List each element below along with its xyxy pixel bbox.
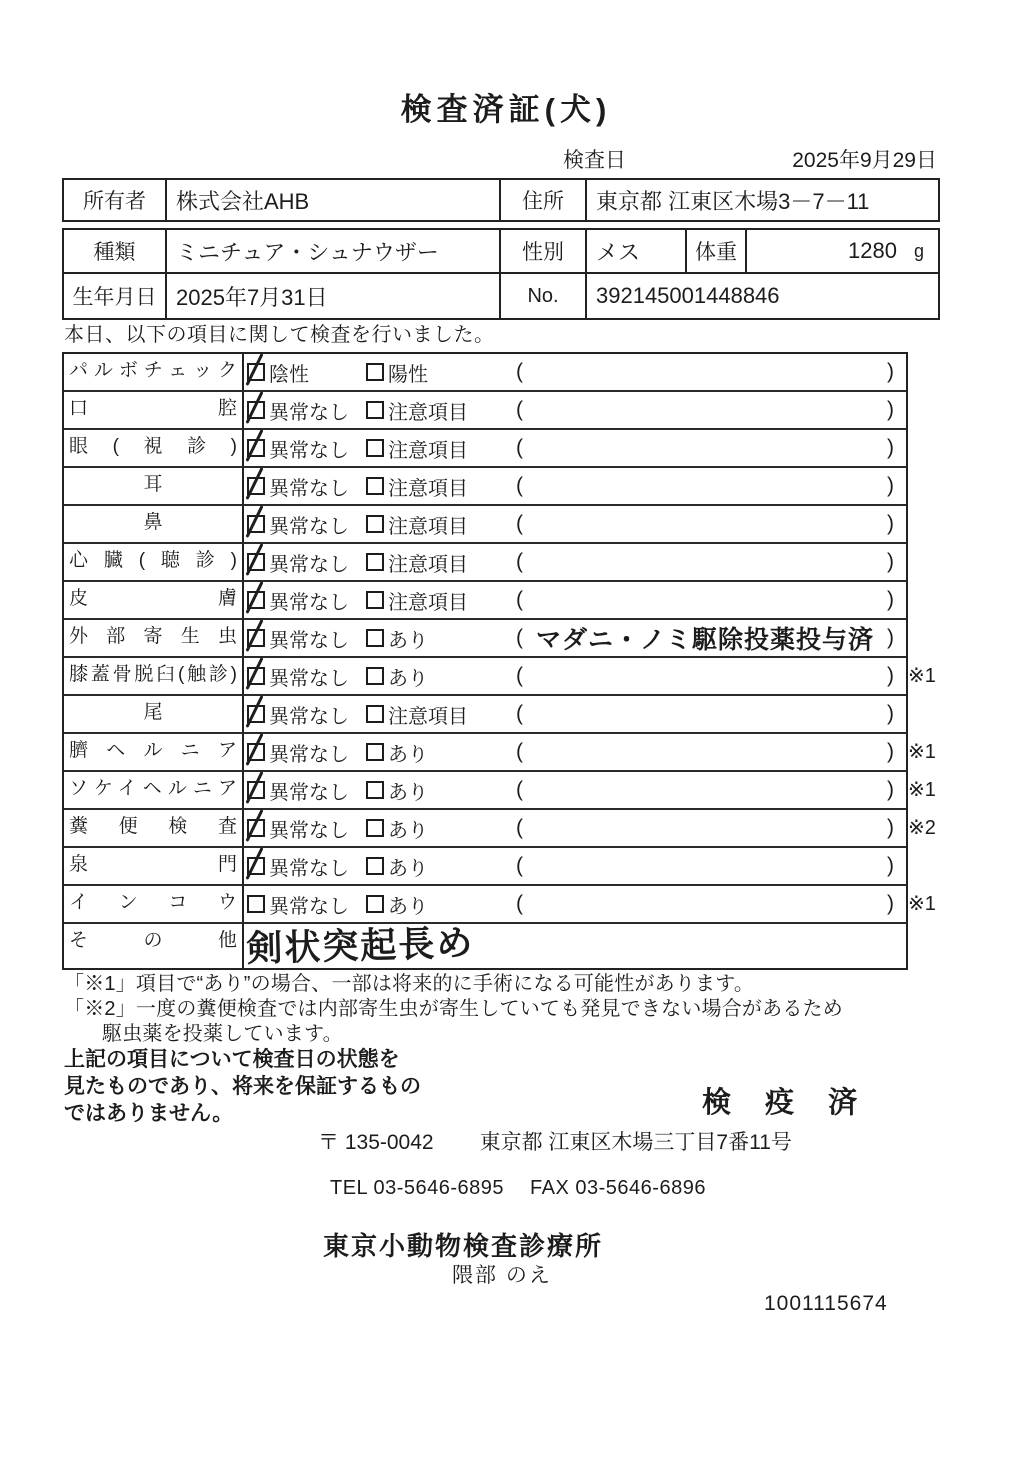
result-ok-label: 異常なし (269, 439, 349, 462)
result-ok-option (247, 890, 366, 919)
result-ok-label: 陰性 (269, 363, 309, 386)
disclaimer-line1: 上記の項目について検査日の状態を (64, 1048, 400, 1071)
serial-number: 1001115674 (764, 1292, 888, 1315)
paren-open: ( (516, 588, 523, 611)
remark-area (516, 474, 906, 498)
item-result (244, 544, 906, 580)
remark-area (516, 816, 906, 840)
item-result (244, 772, 906, 808)
result-ng-label: 注意項目 (388, 477, 468, 500)
result-ng-label: 注意項目 (388, 553, 468, 576)
result-ng-option (366, 510, 516, 539)
clinic-name: 東京小動物検査診療所 (323, 1231, 604, 1261)
checkbox-ng (366, 781, 384, 799)
checkbox-ng (366, 857, 384, 875)
weight-label: 体重 (687, 230, 747, 272)
remark-text: マダニ・ノミ駆除投薬投与済 (535, 626, 874, 654)
paren-open: ( (516, 550, 523, 573)
paren-close: ) (887, 892, 894, 915)
paren-close: ) (887, 702, 894, 725)
inspection-row-inguinal-hernia (64, 772, 936, 810)
item-label: 皮膚 (64, 582, 244, 618)
footnote-2-line1: 「※2」一度の糞便検査では内部寄生虫が寄生していても発見できない場合があるため (64, 998, 843, 1020)
checkbox-ok (247, 781, 265, 799)
result-ok-option (247, 472, 366, 501)
paren-open: ( (516, 892, 523, 915)
item-label: 尾 (64, 696, 244, 732)
checkbox-ok (247, 667, 265, 685)
inspection-row-other (64, 924, 906, 968)
paren-open: ( (516, 816, 523, 839)
inspection-row-mouth (64, 392, 906, 430)
sex-value: メス (587, 230, 687, 272)
item-label: 耳 (64, 468, 244, 504)
result-ng-label: あり (388, 781, 428, 804)
result-ok-option (247, 434, 366, 463)
pet-row-breed (64, 230, 938, 274)
paren-open: ( (516, 778, 523, 801)
remark-area (516, 854, 906, 878)
result-ok-label: 異常なし (269, 629, 349, 652)
result-ng-label: 注意項目 (388, 401, 468, 424)
exam-date-label: 検査日 (563, 149, 626, 172)
result-ng-option (366, 700, 516, 729)
page-title: 検査済証(犬) (400, 92, 612, 127)
remark-area (516, 588, 906, 612)
result-ok-label: 異常なし (269, 515, 349, 538)
checkbox-ng (366, 667, 384, 685)
result-ng-label: あり (388, 743, 428, 766)
checkbox-ng (366, 591, 384, 609)
clinic-contact-row (330, 1177, 706, 1200)
clinic-tel: TEL 03-5646-6895 (330, 1177, 505, 1199)
paren-close: ) (887, 664, 894, 687)
clinic-address-row (318, 1126, 792, 1156)
checkbox-ng (366, 819, 384, 837)
inspection-row-cryptorchidism (64, 886, 936, 924)
weight-value: 1280 (848, 238, 897, 263)
result-ng-option (366, 624, 516, 653)
result-ok-option (247, 662, 366, 691)
result-ok-label: 異常なし (269, 591, 349, 614)
result-ng-option (366, 776, 516, 805)
clinic-address: 東京都 江東区木場三丁目7番11号 (479, 1131, 792, 1154)
paren-open: ( (516, 664, 523, 687)
pet-info-table (62, 228, 940, 320)
owner-address-label: 住所 (501, 180, 587, 220)
result-ok-label: 異常なし (269, 401, 349, 424)
item-label: パルボチェック (64, 354, 244, 390)
breed-value: ミニチュア・シュナウザー (167, 230, 501, 272)
inspection-row-parvo (64, 354, 906, 392)
paren-open: ( (516, 398, 523, 421)
checkbox-ng (366, 439, 384, 457)
result-ok-label: 異常なし (269, 553, 349, 576)
paren-close: ) (887, 816, 894, 839)
result-ng-option (366, 586, 516, 615)
item-label: 膝蓋骨脱臼(触診) (64, 658, 244, 694)
paren-close: ) (887, 512, 894, 535)
result-ng-option (366, 662, 516, 691)
owner-address-value: 東京都 江東区木場3－7－11 (596, 188, 870, 214)
result-ng-option (366, 548, 516, 577)
remark-area (516, 620, 906, 656)
item-label: インコウ (64, 886, 244, 922)
footnote-mark: ※1 (908, 893, 936, 915)
item-result (244, 392, 906, 428)
checkbox-ng (366, 629, 384, 647)
weight-value-cell (747, 230, 938, 272)
result-ng-label: 注意項目 (388, 591, 468, 614)
remark-area (516, 436, 906, 460)
checkbox-ng (366, 401, 384, 419)
owner-table (62, 178, 940, 222)
paren-open: ( (516, 626, 523, 649)
inspection-row-skin (64, 582, 906, 620)
item-label: 糞便検査 (64, 810, 244, 846)
result-ng-label: あり (388, 895, 428, 918)
inspection-row-ears (64, 468, 906, 506)
result-ng-label: 注意項目 (388, 705, 468, 728)
item-result (244, 924, 906, 968)
result-ok-option (247, 624, 366, 653)
inspection-row-nose (64, 506, 906, 544)
checkbox-ok (247, 591, 265, 609)
postal-code: 〒 135-0042 (318, 1131, 434, 1154)
remark-area (516, 398, 906, 422)
checkbox-ng (366, 363, 384, 381)
checkbox-ok (247, 477, 265, 495)
footnote-mark: ※1 (908, 665, 936, 687)
paren-close: ) (887, 854, 894, 877)
exam-date-value: 2025年9月29日 (792, 149, 937, 172)
birth-label: 生年月日 (64, 274, 167, 318)
checkbox-ok (247, 401, 265, 419)
inspection-row-ectoparasite (64, 620, 906, 658)
item-label: 口腔 (64, 392, 244, 428)
result-ok-option (247, 852, 366, 881)
result-ng-label: あり (388, 857, 428, 880)
result-ok-option (247, 358, 366, 387)
item-label: その他 (64, 924, 244, 968)
result-ng-label: 注意項目 (388, 515, 468, 538)
paren-open: ( (516, 360, 523, 383)
result-ok-label: 異常なし (269, 667, 349, 690)
remark-area (516, 512, 906, 536)
result-ng-label: あり (388, 667, 428, 690)
no-value: 392145001448846 (596, 283, 780, 308)
remark-area (516, 892, 906, 916)
checkbox-ng (366, 553, 384, 571)
checkbox-ng (366, 895, 384, 913)
item-result (244, 734, 906, 770)
footnote-mark: ※1 (908, 779, 936, 801)
checkbox-ok (247, 857, 265, 875)
result-ok-option (247, 396, 366, 425)
inspection-row-eyes (64, 430, 906, 468)
remark-area (516, 360, 906, 384)
result-ok-label: 異常なし (269, 477, 349, 500)
owner-row (64, 180, 938, 220)
paren-open: ( (516, 854, 523, 877)
owner-label: 所有者 (64, 180, 167, 220)
weight-unit: g (913, 240, 924, 261)
checkbox-ok (247, 819, 265, 837)
item-label: 心臓(聴診) (64, 544, 244, 580)
checkbox-ng (366, 743, 384, 761)
quarantine-stamp: 検 疫 済 (702, 1087, 871, 1119)
result-ok-option (247, 510, 366, 539)
inspection-row-heart (64, 544, 906, 582)
disclaimer (64, 1046, 421, 1127)
disclaimer-line2: 見たものであり、将来を保証するもの (64, 1075, 421, 1098)
result-ok-label: 異常なし (269, 819, 349, 842)
result-ng-option (366, 852, 516, 881)
remark-area (516, 778, 906, 802)
footnote-1: 「※1」項目で“あり”の場合、一部は将来的に手術になる可能性があります。 (64, 973, 755, 995)
inspection-row-fecal (64, 810, 936, 848)
paren-open: ( (516, 512, 523, 535)
result-ok-option (247, 738, 366, 767)
remark-area (516, 550, 906, 574)
result-ng-option (366, 472, 516, 501)
footnote-mark: ※1 (908, 741, 936, 763)
item-result (244, 886, 906, 922)
item-result (244, 620, 906, 656)
checkbox-ng (366, 705, 384, 723)
item-result (244, 658, 906, 694)
no-label: No. (501, 274, 587, 318)
result-ok-label: 異常なし (269, 895, 349, 918)
result-ok-option (247, 776, 366, 805)
paren-open: ( (516, 436, 523, 459)
paren-open: ( (516, 702, 523, 725)
item-label: 外部寄生虫 (64, 620, 244, 656)
checkbox-ok (247, 439, 265, 457)
footnote-mark: ※2 (908, 817, 936, 839)
paren-close: ) (887, 626, 894, 649)
checkbox-ok (247, 743, 265, 761)
paren-close: ) (887, 360, 894, 383)
item-label: 泉門 (64, 848, 244, 884)
paren-close: ) (887, 436, 894, 459)
paren-close: ) (887, 474, 894, 497)
inspection-row-umbilical-hernia (64, 734, 936, 772)
item-result (244, 468, 906, 504)
inspection-table (62, 352, 936, 970)
result-ng-label: あり (388, 629, 428, 652)
result-ng-option (366, 434, 516, 463)
item-label: 鼻 (64, 506, 244, 542)
result-ng-label: あり (388, 819, 428, 842)
result-ok-label: 異常なし (269, 743, 349, 766)
paren-close: ) (887, 740, 894, 763)
item-result (244, 848, 906, 884)
footnotes (64, 972, 843, 1047)
checkbox-ok (247, 363, 265, 381)
checkbox-ng (366, 477, 384, 495)
item-label: 眼(視診) (64, 430, 244, 466)
item-result (244, 696, 906, 732)
sex-label: 性別 (501, 230, 587, 272)
result-ok-option (247, 700, 366, 729)
result-ok-label: 異常なし (269, 857, 349, 880)
checkbox-ok (247, 629, 265, 647)
result-ok-option (247, 586, 366, 615)
item-result (244, 582, 906, 618)
item-label: 臍ヘルニア (64, 734, 244, 770)
paren-close: ) (887, 550, 894, 573)
owner-name: 株式会社AHB (167, 180, 501, 220)
pet-row-birth (64, 274, 938, 318)
result-ok-option (247, 548, 366, 577)
intro-sentence: 本日、以下の項目に関して検査を行いました。 (64, 324, 495, 346)
item-label: ソケイヘルニア (64, 772, 244, 808)
result-ok-label: 異常なし (269, 781, 349, 804)
result-ng-label: 陽性 (388, 363, 428, 386)
result-ok-label: 異常なし (269, 705, 349, 728)
checkbox-ok (247, 553, 265, 571)
inspection-row-patella (64, 658, 936, 696)
remark-area (516, 702, 906, 726)
remark-area (516, 740, 906, 764)
paren-close: ) (887, 398, 894, 421)
birth-value: 2025年7月31日 (167, 274, 501, 318)
paren-open: ( (516, 474, 523, 497)
paren-close: ) (887, 588, 894, 611)
item-result (244, 810, 906, 846)
result-ng-option (366, 814, 516, 843)
result-ok-option (247, 814, 366, 843)
paren-open: ( (516, 740, 523, 763)
result-ng-option (366, 358, 516, 387)
examiner-name: 隈部 のえ (452, 1264, 552, 1287)
exam-date-row (563, 144, 937, 174)
result-ng-option (366, 396, 516, 425)
breed-label: 種類 (64, 230, 167, 272)
disclaimer-line3: ではありません。 (64, 1102, 234, 1125)
result-ng-option (366, 890, 516, 919)
checkbox-ok (247, 515, 265, 533)
checkbox-ok (247, 705, 265, 723)
result-ng-label: 注意項目 (388, 439, 468, 462)
handwritten-note: 剣状突起長め (245, 922, 475, 970)
footnote-2-line2: 駆虫薬を投薬しています。 (102, 1023, 343, 1045)
checkbox-ng (366, 515, 384, 533)
result-ng-option (366, 738, 516, 767)
item-result (244, 430, 906, 466)
item-result (244, 354, 906, 390)
paren-close: ) (887, 778, 894, 801)
inspection-row-fontanelle (64, 848, 906, 886)
checkbox-ok (247, 895, 265, 913)
inspection-row-tail (64, 696, 906, 734)
remark-area (516, 664, 906, 688)
item-result (244, 506, 906, 542)
clinic-fax: FAX 03-5646-6896 (530, 1177, 706, 1199)
